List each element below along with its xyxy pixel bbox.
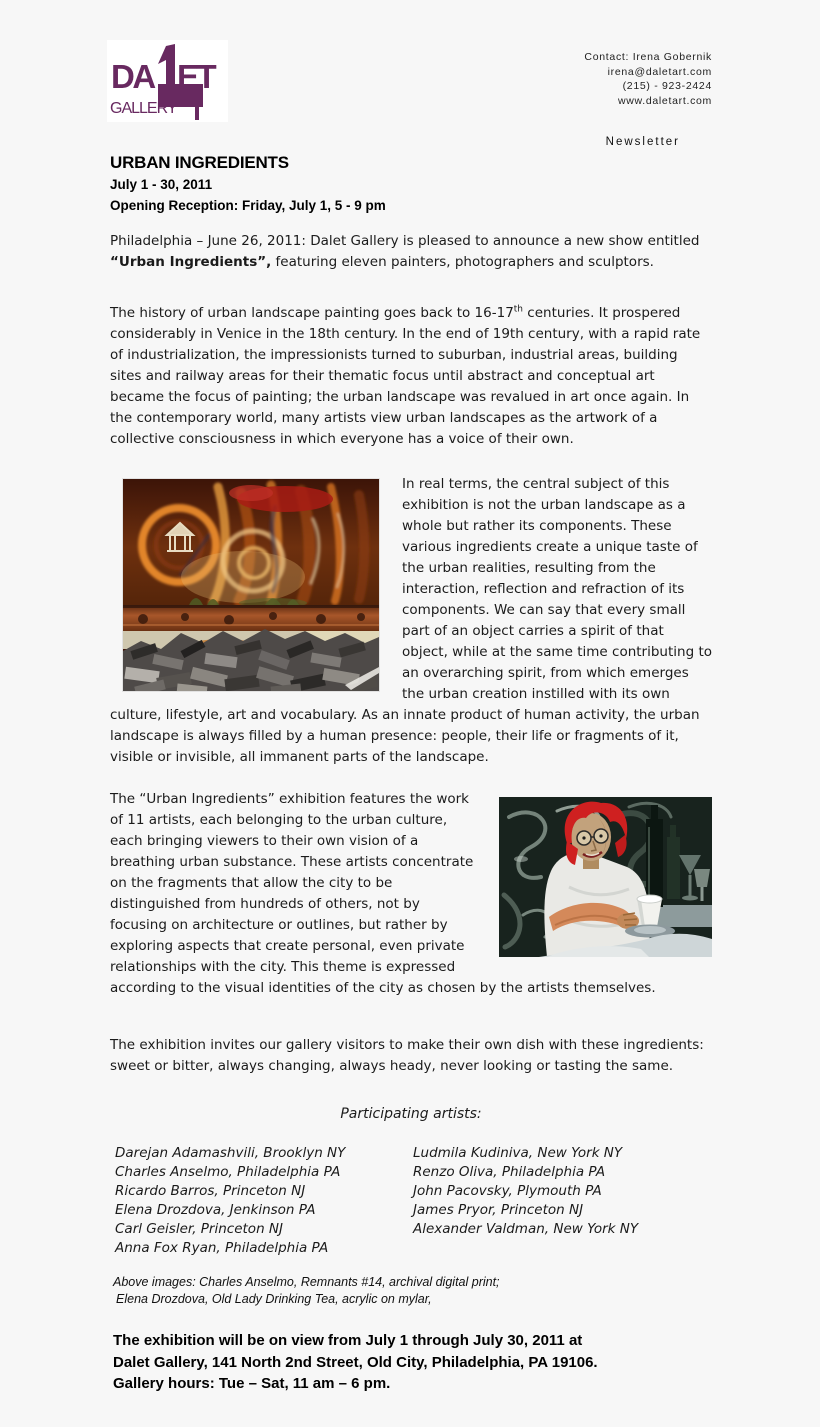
svg-text:DA: DA [111, 58, 154, 95]
features-section [110, 789, 712, 999]
old-lady-painting-icon [499, 797, 712, 957]
history-text-post: centuries. It prospered considerably in Venice in the 18th century. In the end of 19th century, with a rapid rate of industrialization, the impressionists turned to suburban, industrial areas, building sites and railway areas for their thematic focus until abstract and conceptual art became the focus of painting; the urban landscape was revalued in art once again. In the contemporary world, many artists view urban landscapes as the artwork of a collective consciousness in which everyone has a voice of their own. [110, 305, 701, 447]
footer-line-1: The exhibition will be on view from July 1 through July 30, 2011 at [113, 1332, 583, 1349]
contact-name: Contact: Irena Gobernik [584, 51, 712, 63]
intro-paragraph [110, 231, 712, 273]
dalet-logo-icon [107, 40, 228, 122]
footer-line-3: Gallery hours: Tue – Sat, 11 am – 6 pm. [113, 1375, 391, 1392]
contact-phone: (215) - 923-2424 [622, 80, 712, 92]
invite-paragraph: The exhibition invites our gallery visitors to make their own dish with these ingredients: sweet or bitter, always changing, always heady, never looking or tasting the same. [110, 1037, 704, 1074]
artwork-remnants-image [122, 478, 380, 692]
artist-entry: Darejan Adamashvili, Brooklyn NY [115, 1145, 346, 1161]
artist-list [110, 1144, 712, 1264]
svg-text:GALLERY: GALLERY [110, 100, 177, 117]
artist-entry: Ludmila Kudiniva, New York NY [413, 1145, 623, 1161]
remnants-painting-icon [123, 479, 379, 691]
artist-entry: James Pryor, Princeton NJ [413, 1202, 584, 1218]
artist-entry: Elena Drozdova, Jenkinson PA [115, 1202, 316, 1218]
real-terms-section [110, 474, 712, 768]
footer-line-2: Dalet Gallery, 141 North 2nd Street, Old City, Philadelphia, PA 19106. [113, 1353, 598, 1371]
artist-entry: Renzo Oliva, Philadelphia PA [413, 1164, 606, 1180]
artist-entry: Carl Geisler, Princeton NJ [115, 1221, 283, 1237]
newsletter-label: Newsletter [605, 136, 680, 148]
intro-show-title-bold: “Urban Ingredients”, [110, 254, 272, 270]
caption-line-1: Above images: Charles Anselmo, Remnants #14, archival digital print; [113, 1275, 500, 1289]
history-text-pre: The history of urban landscape painting goes back to 16-17 [110, 305, 514, 321]
intro-text-post: featuring eleven painters, photographers and sculptors. [271, 254, 654, 270]
page-title: URBAN INGREDIENTS [110, 153, 289, 172]
history-superscript: th [513, 304, 524, 315]
contact-block [584, 50, 712, 108]
features-paragraph: The “Urban Ingredients” exhibition features the work of 11 artists, each belonging to the urban culture, each bringing viewers to their own vision of a breathing urban substance. These artists concentrate on the fragments that allow the city to be distinguished from hundreds of others, not by focusing on architecture or outlines, but rather by exploring aspects that create personal, even private relationships with the city. This theme is expressed according to the visual identities of the city as chosen by the artists themselves. [110, 791, 656, 996]
artist-entry: Charles Anselmo, Philadelphia PA [115, 1164, 341, 1180]
artwork-old-lady-image [499, 797, 712, 957]
dalet-gallery-logo [107, 40, 228, 122]
participating-artists-heading: Participating artists: [340, 1106, 482, 1122]
opening-reception: Opening Reception: Friday, July 1, 5 - 9 pm [110, 197, 386, 213]
artist-column-1 [115, 1144, 345, 1258]
artist-entry: John Pacovsky, Plymouth PA [413, 1183, 602, 1199]
exhibition-dates: July 1 - 30, 2011 [110, 177, 213, 192]
artist-entry: Ricardo Barros, Princeton NJ [115, 1183, 306, 1199]
artist-entry: Anna Fox Ryan, Philadelphia PA [115, 1240, 329, 1256]
contact-website: www.daletart.com [617, 94, 712, 107]
svg-text:ET: ET [177, 58, 215, 95]
intro-text-pre: Philadelphia – June 26, 2011: Dalet Gallery is pleased to announce a new show entitled [110, 233, 700, 249]
contact-email: irena@daletart.com [607, 65, 712, 78]
artist-column-2 [413, 1144, 638, 1239]
real-terms-paragraph: In real terms, the central subject of this exhibition is not the urban landscape as a whole but rather its components. These various ingredients create a unique taste of the urban realities, resulting from the interaction, reflection and refraction of its components. We can say that every small part of an object carries a spirit of that object, while at the same time contributing to an overarching spirit, from which emerges the urban creation instilled with its own culture, lifestyle, art and vocabulary. As an innate product of human activity, the urban landscape is always filled by a human presence: people, their life or fragments of it, visible or invisible, all immanent parts of the landscape. [110, 476, 712, 765]
caption-line-2: Elena Drozdova, Old Lady Drinking Tea, acrylic on mylar, [116, 1292, 432, 1306]
exhibition-info-footer [113, 1330, 715, 1395]
title-block [110, 153, 712, 214]
artist-entry: Alexander Valdman, New York NY [413, 1221, 639, 1237]
history-paragraph [110, 303, 712, 450]
image-caption [113, 1274, 715, 1308]
